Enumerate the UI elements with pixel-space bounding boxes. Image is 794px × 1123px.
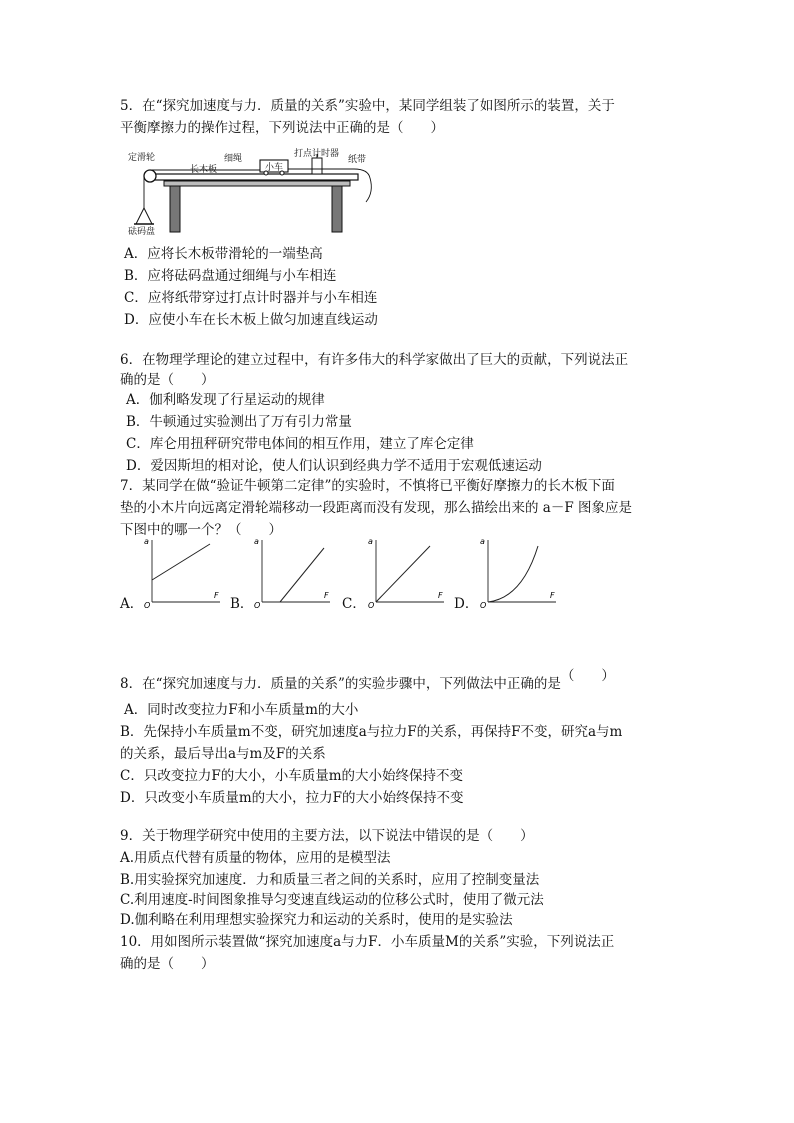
x-axis-label: F	[214, 591, 219, 600]
label-tape: 纸带	[348, 155, 367, 165]
origin-label: O	[254, 601, 261, 610]
x-axis-label: F	[550, 591, 555, 600]
q7-stem-line3: 下图中的哪一个？（ ）	[120, 522, 282, 538]
q8-option-b-line1: B．先保持小车质量m不变，研究加速度a与拉力F的关系，再保持F不变，研究a与m	[120, 724, 623, 740]
q7-graph-label-c: C．	[342, 596, 366, 612]
q5-stem-line1: 5．在“探究加速度与力．质量的关系”实验中，某同学组装了如图所示的装置，关于	[120, 98, 615, 114]
q9-stem-line1: 9．关于物理学研究中使用的主要方法，以下说法中错误的是（ ）	[120, 828, 534, 844]
q5-stem-line2: 平衡摩擦力的操作过程，下列说法中正确的是（ ）	[120, 120, 444, 136]
q8-option-c: C．只改变拉力F的大小，小车质量m的大小始终保持不变	[120, 768, 463, 784]
q7-stem-line2: 垫的小木片向远离定滑轮端移动一段距离而没有发现，那么描绘出来的 a－F 图象应是	[120, 500, 632, 516]
long-board	[150, 174, 358, 180]
y-axis-label: a	[368, 537, 373, 546]
a-f-line	[152, 544, 210, 580]
a-f-curve	[488, 546, 538, 602]
origin-label: O	[368, 601, 375, 610]
q10-stem-line1: 10．用如图所示装置做“探究加速度a与力F．小车质量M的关系”实验，下列说法正	[120, 934, 615, 950]
q7-graph-a	[140, 534, 224, 610]
origin-label: O	[480, 601, 487, 610]
origin-label: O	[144, 601, 151, 610]
label-board: 长木板	[190, 165, 218, 175]
q9-option-b: B.用实验探究加速度．力和质量三者之间的关系时，应用了控制变量法	[120, 872, 540, 888]
table-top	[164, 181, 350, 186]
a-f-line	[376, 546, 430, 602]
q8-option-a: A．同时改变拉力F和小车质量m的大小	[124, 702, 359, 718]
y-axis-label: a	[480, 537, 485, 546]
label-timer: 打点计时器	[294, 149, 340, 159]
q5-option-c: C．应将纸带穿过打点计时器并与小车相连	[124, 290, 378, 306]
q7-graph-label-d: D．	[454, 596, 479, 612]
a-f-line	[280, 548, 324, 602]
q7-graph-label-b: B．	[230, 596, 254, 612]
label-cart: 小车	[265, 163, 284, 173]
label-weight-pan: 砝码盘	[128, 227, 156, 236]
q8-option-d: D．只改变小车质量m的大小，拉力F的大小始终保持不变	[120, 790, 464, 806]
q7-graph-b	[250, 534, 334, 610]
q9-option-d: D.伽利略在利用理想实验探究力和运动的关系时，使用的是实验法	[120, 912, 513, 928]
label-pulley: 定滑轮	[128, 153, 156, 163]
label-string: 细绳	[224, 154, 243, 164]
q10-stem-line2: 确的是（ ）	[120, 956, 215, 972]
q8-answer-paren: （ ）	[560, 668, 615, 684]
q5-option-b: B．应将砝码盘通过细绳与小车相连	[124, 268, 337, 284]
q8-stem-line1	[120, 668, 615, 694]
table-leg-right	[332, 186, 342, 232]
pulley	[144, 170, 156, 182]
q5-apparatus-figure	[124, 148, 386, 236]
q7-stem-line1: 7．某同学在做“验证牛顿第二定律”的实验时，不慎将已平衡好摩擦力的长木板下面	[120, 478, 615, 494]
table-leg-left	[170, 186, 180, 232]
q7-graph-label-a: A．	[120, 596, 144, 612]
ticker-timer	[312, 158, 322, 174]
q7-graph-c	[364, 534, 448, 610]
q9-option-a: A.用质点代替有质量的物体，应用的是模型法	[120, 850, 391, 866]
q6-option-c: C．库仑用扭秤研究带电体间的相互作用，建立了库仑定律	[126, 436, 474, 452]
q6-stem-line2: 确的是（ ）	[120, 372, 215, 388]
q5-option-a: A．应将长木板带滑轮的一端垫高	[124, 246, 323, 262]
q5-option-d: D．应使小车在长木板上做匀加速直线运动	[124, 312, 378, 328]
q6-option-b: B．牛顿通过实验测出了万有引力常量	[126, 414, 352, 430]
q9-option-c: C.利用速度-时间图象推导匀变速直线运动的位移公式时，使用了微元法	[120, 892, 544, 908]
weight-pan	[136, 208, 152, 224]
q7-graph-d	[476, 534, 560, 610]
q8-stem-text: 8．在“探究加速度与力．质量的关系”的实验步骤中，下列做法中正确的是	[120, 676, 561, 692]
q8-option-b-line2: 的关系，最后导出a与m及F的关系	[120, 746, 326, 762]
q6-option-d: D．爱因斯坦的相对论，使人们认识到经典力学不适用于宏观低速运动	[126, 458, 542, 474]
q6-stem-line1: 6．在物理学理论的建立过程中，有许多伟大的科学家做出了巨大的贡献，下列说法正	[120, 352, 629, 368]
x-axis-label: F	[438, 591, 443, 600]
x-axis-label: F	[324, 591, 329, 600]
y-axis-label: a	[254, 537, 259, 546]
y-axis-label: a	[144, 537, 149, 546]
q6-option-a: A．伽利略发现了行星运动的规律	[126, 392, 325, 408]
